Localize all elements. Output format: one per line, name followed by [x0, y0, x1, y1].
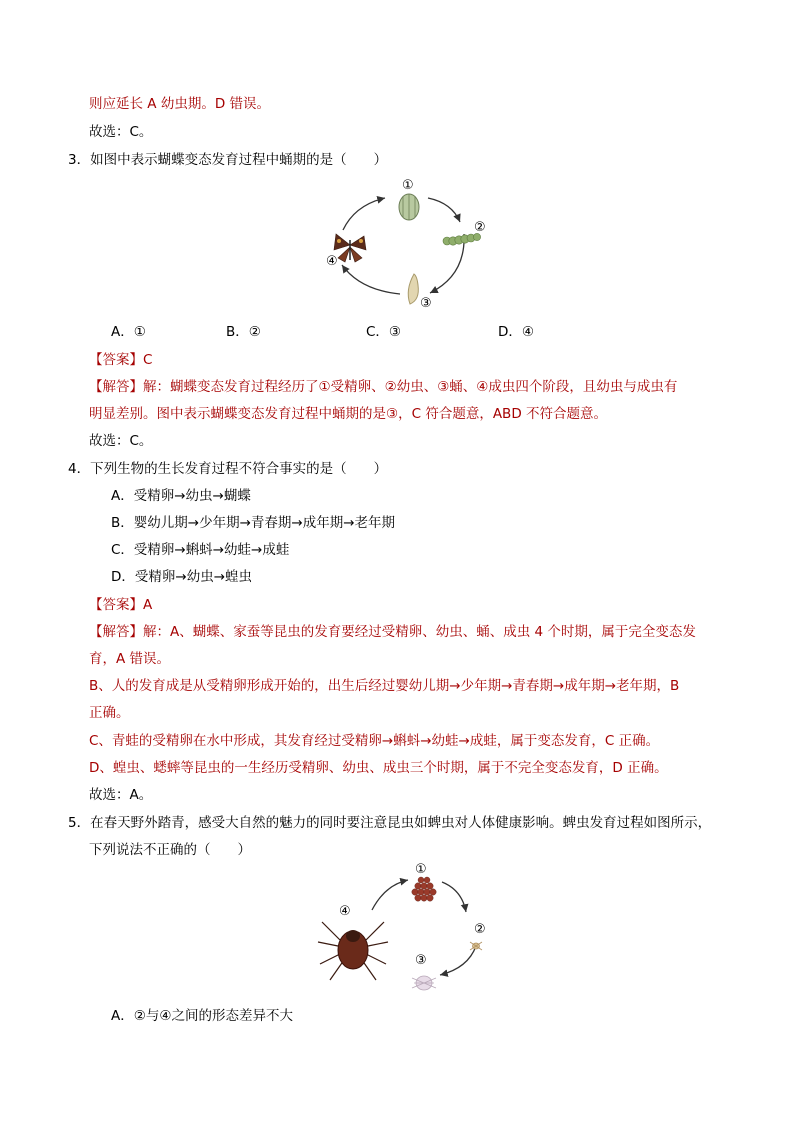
q3-option-b: B．② — [226, 324, 261, 340]
q4-option-a: A．受精卵→幼虫→蝴蝶 — [111, 488, 251, 504]
tick-label-2: ② — [474, 922, 486, 937]
tick-label-4: ④ — [339, 904, 351, 919]
q3-final-answer: 故选：C。 — [89, 433, 153, 449]
figure-label-3: ③ — [420, 296, 432, 311]
q3-stem: 3．如图中表示蝴蝶变态发育过程中蛹期的是（ ） — [68, 152, 388, 168]
q4-stem: 4．下列生物的生长发育过程不符合事实的是（ ） — [68, 461, 388, 477]
q3-option-c: C．③ — [366, 324, 402, 340]
q4-option-d: D．受精卵→幼虫→蝗虫 — [111, 569, 253, 585]
q4-final-answer: 故选：A。 — [89, 787, 153, 803]
figure-label-2: ② — [474, 220, 486, 235]
q4-analysis-line-3: B、人的发育成是从受精卵形成开始的，出生后经过婴幼儿期→少年期→青春期→成年期→老年期，B — [89, 678, 680, 694]
q4-analysis-line-6: D、蝗虫、蟋蟀等昆虫的一生经历受精卵、幼虫、成虫三个时期，属于不完全变态发育，D 正确。 — [89, 760, 668, 776]
q3-analysis-line-1: 【解答】解：蝴蝶变态发育过程经历了①受精卵、②幼虫、③蛹、④成虫四个阶段，且幼虫与成虫有 — [89, 379, 678, 395]
q4-analysis-line-2: 育，A 错误。 — [89, 651, 171, 667]
q5-stem-line-1: 5．在春天野外踏青，感受大自然的魅力的同时要注意昆虫如蜱虫对人体健康影响。蜱虫发育过程如图所示， — [68, 815, 712, 831]
q4-analysis-line-1: 【解答】解：A、蝴蝶、家蚕等昆虫的发育要经过受精卵、幼虫、蛹、成虫 4 个时期，属于完全变态发 — [89, 624, 696, 640]
q3-analysis-line-2: 明显差别。图中表示蝴蝶变态发育过程中蛹期的是③，C 符合题意，ABD 不符合题意。 — [89, 406, 608, 422]
q5-option-a: A．②与④之间的形态差异不大 — [111, 1008, 293, 1024]
q3-answer: 【答案】C — [89, 352, 153, 368]
figure-label-1: ① — [402, 178, 414, 193]
tick-label-3: ③ — [415, 953, 427, 968]
prev-final-answer: 故选：C。 — [89, 124, 153, 140]
tick-label-1: ① — [415, 862, 427, 877]
q4-analysis-line-4: 正确。 — [89, 705, 130, 721]
q4-option-b: B．婴幼儿期→少年期→青春期→成年期→老年期 — [111, 515, 396, 531]
q3-option-a: A．① — [111, 324, 146, 340]
q4-option-c: C．受精卵→蝌蚪→幼蛙→成蛙 — [111, 542, 290, 558]
prev-analysis-line: 则应延长 A 幼虫期。D 错误。 — [89, 96, 271, 112]
q4-analysis-line-5: C、青蛙的受精卵在水中形成，其发育经过受精卵→蝌蚪→幼蛙→成蛙，属于变态发育，C 正确。 — [89, 733, 660, 749]
q3-option-d: D．④ — [498, 324, 534, 340]
q5-stem-line-2: 下列说法不正确的（ ） — [89, 842, 251, 858]
figure-label-4: ④ — [326, 254, 338, 269]
q4-answer: 【答案】A — [89, 597, 153, 613]
